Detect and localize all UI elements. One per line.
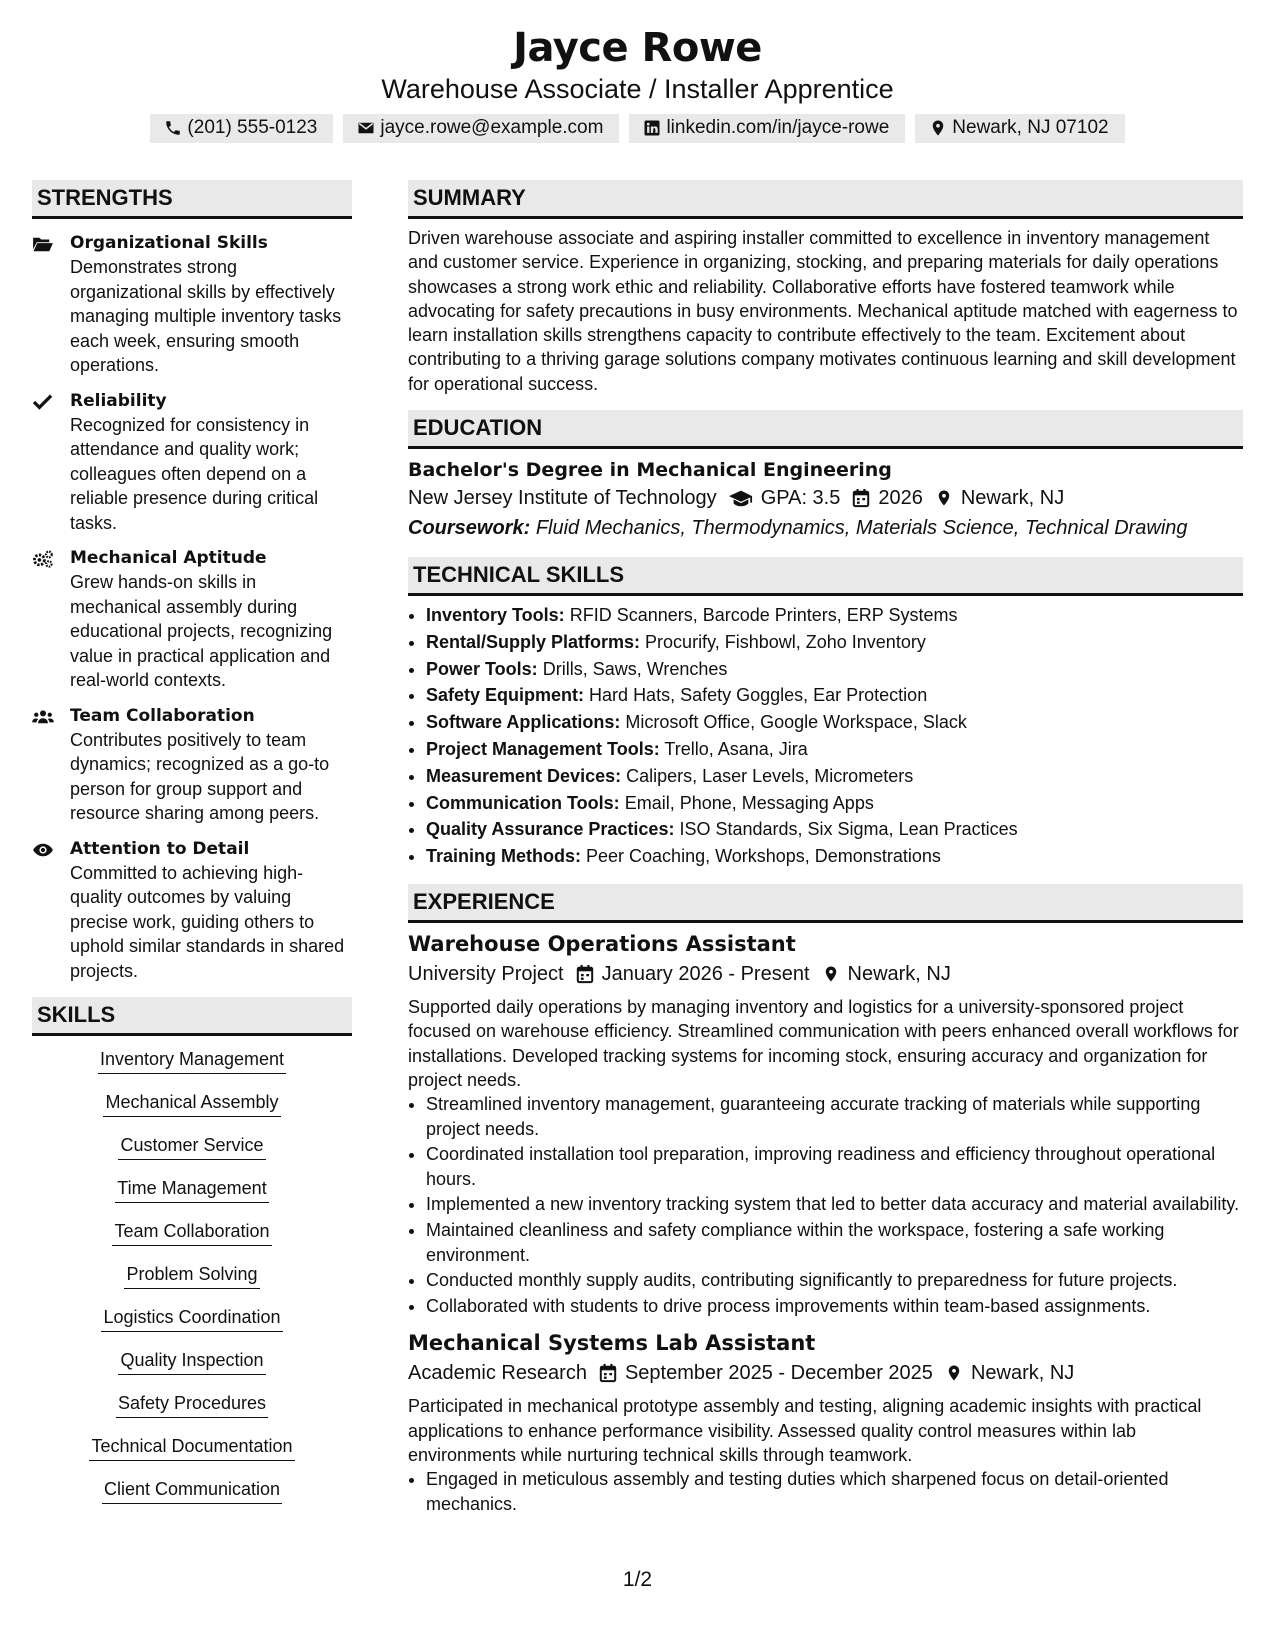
strength-desc: Contributes positively to team dynamics; recognized as a go-to person for group support and resource sharing among peers. [70,729,330,823]
education-school: New Jersey Institute of Technology [408,487,717,510]
page-number: 1/2 [622,1568,653,1591]
list-item: • Coordinated installation tool preparation, improving readiness and efficiency throughout operational hours. [426,1142,1243,1191]
tech-skill-label: Software Applications: [426,712,621,733]
job-title: Warehouse Operations Assistant [408,932,796,957]
job-description: Participated in mechanical prototype assembly and testing, aligning academic insights with practical applications to enhance performance visibility. Assessed quality control measures within lab environments while nurturing technical skills through teamwork. [408,1396,1202,1465]
strengths-heading: STRENGTHS [32,180,352,219]
skill-item: Technical Documentation [89,1433,294,1461]
technical-skills-list [408,602,1243,870]
strength-title: Attention to Detail [70,838,250,859]
strength-desc: Grew hands-on skills in mechanical assembly during educational projects, recognizing value in practical application and real-world contexts. [70,572,333,690]
strength-title: Organizational Skills [70,233,268,253]
contact-bar [0,114,1275,143]
list-item [426,709,1243,736]
strengths-list [32,231,352,983]
list-item [426,656,1243,683]
skills-section [32,997,352,1519]
job-org: University Project [408,963,564,986]
skill-item: Problem Solving [124,1261,259,1289]
strength-desc: Recognized for consistency in attendance and quality work; colleagues often depend on a reliable presence during critical tasks. [70,414,319,533]
tech-skill-value: RFID Scanners, Barcode Printers, ERP Systems [569,605,958,626]
contact-phone[interactable] [150,114,333,143]
checkmark-icon [32,393,54,411]
list-item [426,816,1243,843]
tech-skill-label: Quality Assurance Practices: [426,819,675,840]
summary-heading: SUMMARY [408,180,1243,219]
education-heading: EDUCATION [408,410,1243,449]
job-meta [408,959,1243,989]
contact-linkedin-text: linkedin.com/in/jayce-rowe [666,117,890,138]
strength-desc: Committed to achieving high-quality outcomes by valuing precise work, guiding others to uphold similar standards in shared projects. [70,862,345,981]
list-item [426,629,1243,656]
tech-skill-label: Safety Equipment: [426,685,585,706]
strength-title: Reliability [70,390,167,411]
job-description: Supported daily operations by managing inventory and logistics for a university-sponsored project focused on warehouse efficiency. Streamlined communication with peers enhanced overall workflows for installations. Developed tracking systems for incoming stock, ensuring accuracy and organization for project needs. [408,997,1239,1090]
list-item [426,790,1243,817]
folder-open-icon [32,235,54,253]
eye-icon [32,841,54,859]
users-icon [32,708,54,726]
education-gpa: GPA: 3.5 [760,487,841,510]
tech-skill-value: Peer Coaching, Workshops, Demonstrations [586,846,941,867]
skills-heading: SKILLS [32,997,352,1036]
list-item [426,763,1243,790]
job-org: Academic Research [408,1362,587,1385]
skill-item: Safety Procedures [116,1390,268,1418]
list-item [426,736,1243,763]
calendar-icon [852,488,870,508]
education-meta [408,483,1243,513]
skill-item: Quality Inspection [118,1347,265,1375]
tech-skill-label: Power Tools: [426,658,538,679]
job-bullets [408,1467,1243,1516]
job-dates: September 2025 - December 2025 [624,1362,933,1385]
contact-location-text: Newark, NJ 07102 [952,117,1109,138]
job-title: Mechanical Systems Lab Assistant [408,1331,816,1356]
map-pin-icon [822,964,840,984]
strength-item [32,837,352,984]
tech-skill-label: Communication Tools: [426,792,620,813]
list-item: • Maintained cleanliness and safety compliance within the workspace, fostering a safe working environment. [426,1218,1243,1267]
strength-item [32,389,352,536]
linkedin-icon [643,119,661,137]
education-degree: Bachelor's Degree in Mechanical Engineering [408,459,892,482]
phone-icon [164,119,182,137]
skill-item: Time Management [115,1175,268,1203]
strength-item [32,231,352,378]
strength-title: Mechanical Aptitude [70,548,267,568]
map-pin-icon [945,1363,963,1383]
tech-skill-value: Drills, Saws, Wrenches [542,658,728,679]
experience-entry [408,929,1243,1318]
job-location: Newark, NJ [970,1362,1075,1385]
tech-skill-value: Trello, Asana, Jira [664,739,808,760]
tech-skill-label: Inventory Tools: [426,605,565,626]
list-item: • Conducted monthly supply audits, contributing significantly to preparedness for future projects. [426,1268,1243,1292]
skills-list [32,1046,352,1519]
experience-entry [408,1328,1243,1515]
skill-item: Logistics Coordination [101,1304,282,1332]
right-column [408,180,1243,1526]
strength-title: Team Collaboration [70,705,255,726]
contact-email[interactable] [343,114,619,143]
skill-item: Inventory Management [98,1046,286,1074]
tech-skill-label: Project Management Tools: [426,739,660,760]
contact-location [915,114,1124,143]
job-dates: January 2026 - Present [601,963,810,986]
list-item [426,602,1243,629]
gears-icon [32,550,54,568]
coursework-list: Fluid Mechanics, Thermodynamics, Materials Science, Technical Drawing [535,517,1188,540]
skill-item: Mechanical Assembly [103,1089,280,1117]
tech-skill-label: Measurement Devices: [426,765,622,786]
contact-phone-text: (201) 555-0123 [187,117,318,138]
strength-desc: Demonstrates strong organizational skills by effectively managing multiple inventory tasks each week, ensuring smooth operations. [70,257,342,375]
tech-skill-value: Calipers, Laser Levels, Micrometers [626,765,914,786]
job-location: Newark, NJ [847,963,951,986]
education-year: 2026 [878,487,923,510]
tech-skill-label: Rental/Supply Platforms: [426,631,641,652]
calendar-icon [576,964,594,984]
skill-item: Team Collaboration [112,1218,271,1246]
contact-email-text: jayce.rowe@example.com [380,117,604,138]
tech-skill-value: Microsoft Office, Google Workspace, Slack [625,712,967,733]
candidate-name: Jayce Rowe [513,25,762,71]
strength-item [32,546,352,693]
skill-item: Customer Service [118,1132,265,1160]
education-location: Newark, NJ [960,487,1065,510]
job-bullets [408,1092,1243,1318]
tech-skill-value: Email, Phone, Messaging Apps [624,792,874,813]
job-meta [408,1358,1243,1388]
calendar-icon [599,1363,617,1383]
list-item: • Collaborated with students to drive process improvements within team-based assignments. [426,1294,1243,1318]
list-item: • Engaged in meticulous assembly and testing duties which sharpened focus on detail-oriented mechanics. [426,1467,1243,1516]
tech-skill-value: ISO Standards, Six Sigma, Lean Practices [679,819,1018,840]
coursework-label: Coursework: [408,517,531,540]
map-pin-icon [929,119,947,137]
contact-linkedin[interactable] [629,114,905,143]
tech-skill-value: Hard Hats, Safety Goggles, Ear Protection [589,685,928,706]
technical-skills-heading: TECHNICAL SKILLS [408,557,1243,596]
strength-item [32,704,352,826]
experience-heading: EXPERIENCE [408,884,1243,923]
candidate-title: Warehouse Associate / Installer Apprentice [381,74,894,104]
graduation-cap-icon [729,488,753,508]
envelope-icon [357,119,375,137]
list-item: • Implemented a new inventory tracking system that led to better data accuracy and material availability. [426,1192,1243,1216]
education-coursework [408,513,1243,543]
list-item [426,682,1243,709]
list-item [426,843,1243,870]
tech-skill-label: Training Methods: [426,846,581,867]
left-column [32,180,352,1519]
list-item: • Streamlined inventory management, guaranteeing accurate tracking of materials while supporting project needs. [426,1092,1243,1141]
resume-header [0,22,1275,143]
summary-text: Driven warehouse associate and aspiring installer committed to excellence in inventory management and customer service. Experience in organizing, stocking, and preparing materials for daily operations showcases a strong work ethic and reliability. Collaborative efforts have fostered teamwork while advocating for safety precautions in busy environments. Mechanical aptitude matched with eagerness to learn installation skills strengthens capacity to contribute effectively to the team. Excitement about contributing to a thriving garage solutions company motivates continuous learning and skill development for operational success. [408,228,1238,394]
tech-skill-value: Procurify, Fishbowl, Zoho Inventory [645,631,926,652]
map-pin-icon [935,488,953,508]
skill-item: Client Communication [102,1476,282,1504]
